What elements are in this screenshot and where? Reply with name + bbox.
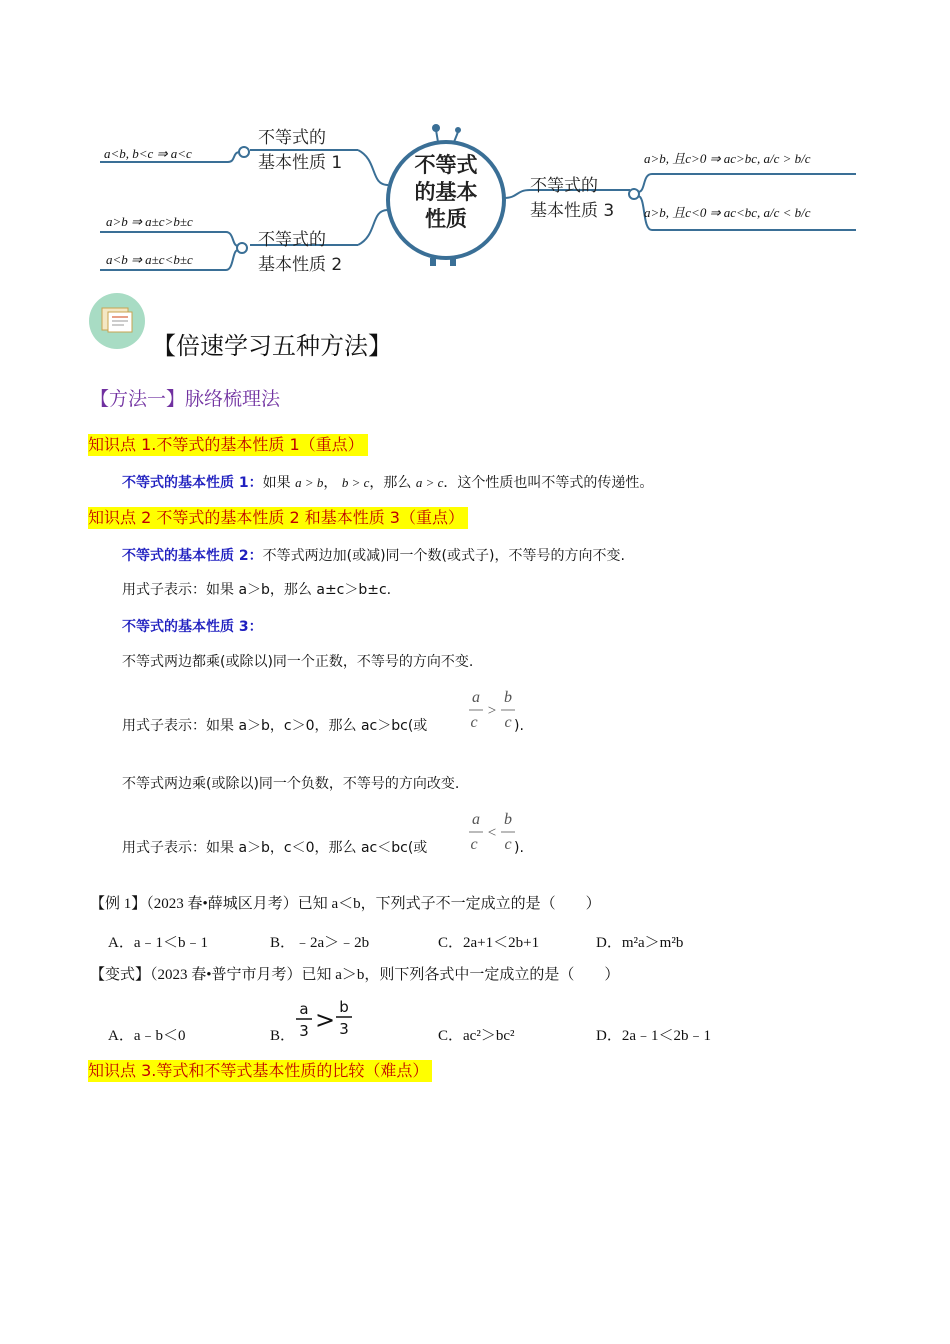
prop1-label: 不等式的基本性质 1： bbox=[122, 475, 263, 491]
prop3-pos-formula bbox=[122, 716, 427, 736]
vb-op: > bbox=[314, 1006, 336, 1034]
banner-title: 【倍速学习五种方法】 bbox=[152, 332, 392, 360]
prop3-formula-top-text: a>b, 且c>0 ⇒ ac>bc, bbox=[644, 151, 761, 166]
kp1-heading: 知识点 1.不等式的基本性质 1（重点） bbox=[88, 434, 368, 456]
prop3-neg-close: ). bbox=[514, 840, 524, 856]
notebook-icon bbox=[88, 292, 146, 350]
vb-num-b: b bbox=[339, 998, 349, 1016]
prop1-f2: b > c bbox=[341, 475, 370, 490]
prop1-t3: ．这个性质也叫不等式的传递性。 bbox=[443, 475, 654, 491]
prop2-label-line bbox=[122, 546, 625, 566]
mindmap-prop3-title bbox=[530, 174, 614, 224]
prop2-formula: 用式子表示：如果 a＞b，那么 a±c＞b±c. bbox=[122, 582, 392, 598]
prop2-title-line1: 不等式的 bbox=[258, 230, 326, 250]
variant-option-d: D．2a﹣1＜2b﹣1 bbox=[596, 1028, 711, 1044]
example1-option-a: A．a﹣1＜b﹣1 bbox=[108, 935, 208, 951]
variant-option-a: A．a﹣b＜0 bbox=[108, 1028, 186, 1044]
prop3-frac-top: a/c > b/c bbox=[763, 151, 811, 166]
example1-option-c: C．2a+1＜2b+1 bbox=[438, 935, 540, 951]
variant-stem: 【变式】（2023 春•普宁市月考）已知 a＞b，则下列各式中一定成立的是（ ） bbox=[90, 967, 620, 983]
center-line-2: 的基本 bbox=[414, 180, 478, 204]
mindmap-center-title bbox=[388, 152, 504, 233]
prop2-body: 不等式两边加(或减)同一个数(或式子)，不等号的方向不变. bbox=[262, 548, 625, 564]
variant-option-b-fraction bbox=[294, 998, 356, 1044]
prop1-f3: a > c bbox=[415, 475, 444, 490]
prop3-frac-bottom: a/c < b/c bbox=[763, 205, 811, 220]
variant-option-b-label: B． bbox=[270, 1028, 296, 1044]
mindmap-prop2-title bbox=[258, 228, 342, 278]
mindmap-prop2-formula-top: a>b ⇒ a±c>b±c bbox=[106, 214, 193, 229]
center-line-3: 性质 bbox=[425, 207, 467, 231]
prop1-paragraph bbox=[122, 473, 653, 493]
prop3-formula-bottom-text: a>b, 且c<0 ⇒ ac<bc, bbox=[644, 205, 761, 220]
kp3-heading: 知识点 3.等式和不等式基本性质的比较（难点） bbox=[88, 1060, 432, 1082]
prop1-title-line1: 不等式的 bbox=[258, 128, 326, 148]
example1-option-d: D．m²a＞m²b bbox=[596, 935, 684, 951]
example1-stem: 【例 1】（2023 春•薛城区月考）已知 a＜b，下列式子不一定成立的是（ ） bbox=[90, 896, 601, 912]
prop1-t1: 如果 bbox=[262, 475, 291, 491]
prop2-label: 不等式的基本性质 2： bbox=[122, 548, 263, 564]
vb-den-b: 3 bbox=[339, 1020, 349, 1038]
mindmap-prop1-title bbox=[258, 126, 342, 176]
vb-den-a: 3 bbox=[299, 1022, 309, 1040]
mindmap-prop1-formula: a<b, b<c ⇒ a<c bbox=[104, 146, 192, 161]
prop3-neg-body: 不等式两边乘(或除以)同一个负数，不等号的方向改变. bbox=[122, 776, 460, 792]
pos-frac-den-a: c bbox=[470, 714, 478, 731]
prop1-f1: a > b bbox=[295, 475, 324, 490]
prop3-neg-formula bbox=[122, 838, 427, 858]
kp2-heading: 知识点 2 不等式的基本性质 2 和基本性质 3（重点） bbox=[88, 507, 468, 529]
prop3-pos-close: ). bbox=[514, 718, 524, 734]
example1-option-b: B．﹣2a＞﹣2b bbox=[270, 935, 370, 951]
prop1-sep: ， bbox=[323, 475, 338, 491]
neg-frac-num-a: a bbox=[472, 811, 480, 828]
neg-frac-num-b: b bbox=[504, 811, 512, 828]
vb-num-a: a bbox=[299, 1000, 309, 1018]
prop1-t2: ，那么 bbox=[369, 475, 412, 491]
center-line-1: 不等式 bbox=[414, 153, 478, 177]
prop2-title-line2: 基本性质 2 bbox=[258, 255, 343, 275]
pos-frac-den-b: c bbox=[504, 714, 512, 731]
pos-frac-num-b: b bbox=[504, 689, 512, 706]
mindmap-prop2-formula-bottom: a<b ⇒ a±c<b±c bbox=[106, 252, 193, 267]
prop3-title-line2: 基本性质 3 bbox=[530, 201, 615, 221]
prop3-pos-body: 不等式两边都乘(或除以)同一个正数，不等号的方向不变. bbox=[122, 654, 474, 670]
prop3-title-line1: 不等式的 bbox=[530, 176, 598, 196]
prop1-title-line2: 基本性质 1 bbox=[258, 153, 343, 173]
variant-option-c: C．ac²＞bc² bbox=[438, 1028, 515, 1044]
pos-frac-op: > bbox=[487, 703, 497, 719]
pos-frac-num-a: a bbox=[472, 689, 480, 706]
prop3-neg-formula-text: 用式子表示：如果 a＞b，c＜0，那么 ac＜bc(或 bbox=[122, 840, 428, 856]
mindmap-prop3-formula-bottom bbox=[644, 202, 811, 221]
method1-heading: 【方法一】脉络梳理法 bbox=[90, 388, 281, 410]
neg-frac-den-a: c bbox=[470, 836, 478, 853]
mindmap-prop3-formula-top bbox=[644, 148, 811, 167]
neg-frac-op: < bbox=[487, 825, 497, 841]
prop3-label: 不等式的基本性质 3： bbox=[122, 619, 263, 635]
neg-frac-den-b: c bbox=[504, 836, 512, 853]
prop3-pos-formula-text: 用式子表示：如果 a＞b，c＞0，那么 ac＞bc(或 bbox=[122, 718, 428, 734]
